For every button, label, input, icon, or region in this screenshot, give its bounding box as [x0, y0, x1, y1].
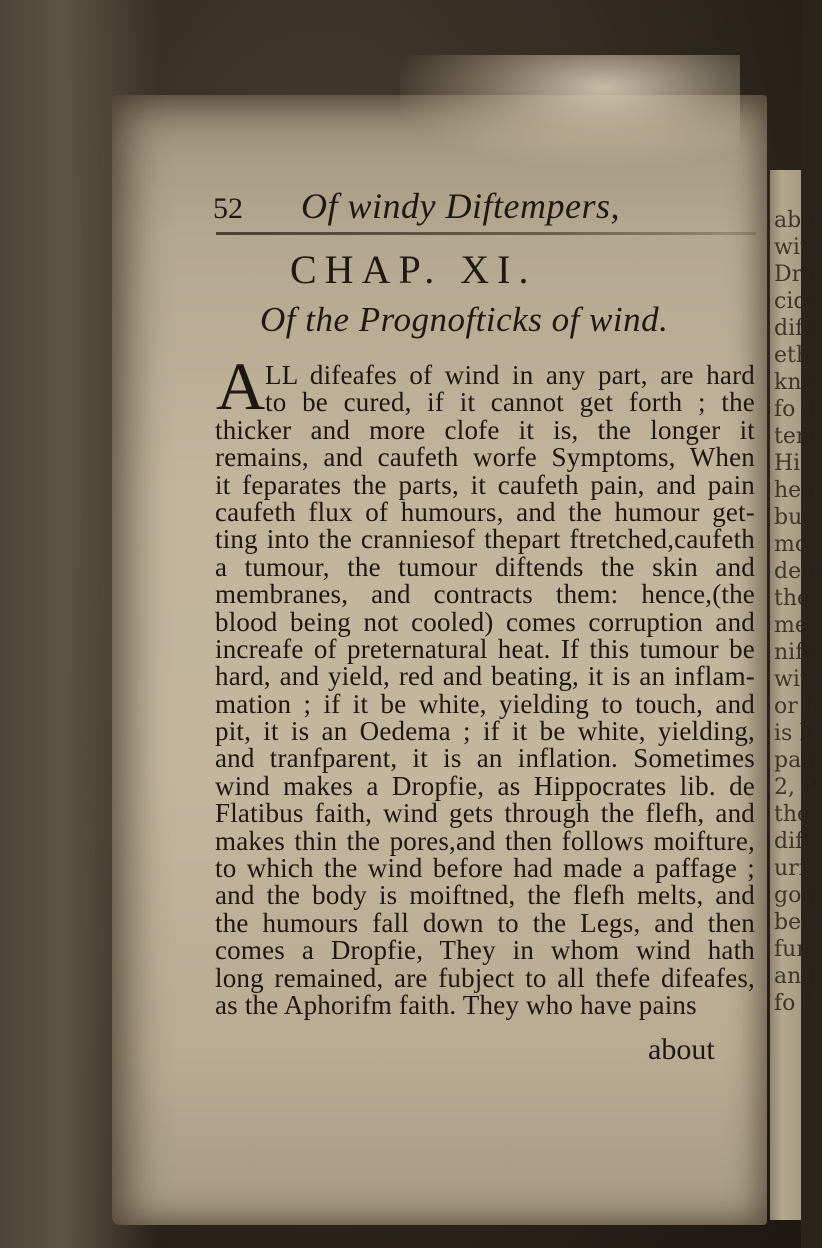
text-line: and the body is moiftned, the flefh melts, and: [215, 880, 755, 911]
facing-page-fragment: defe: [774, 559, 822, 584]
facing-page-fragment: goo: [774, 883, 815, 908]
facing-page-fragment: uri: [774, 856, 806, 881]
text-line: blood being not cooled) comes corruption and: [215, 606, 755, 637]
facing-page-fragment: Dro: [774, 262, 816, 287]
text-line: a tumour, the tumour diftends the skin and: [215, 551, 755, 582]
light-glare: [400, 55, 740, 165]
facing-page-fragment: 2, P: [774, 775, 817, 800]
text-line: thicker and more clofe it is, the longer it: [215, 414, 755, 445]
text-line: and tranfparent, it is an inflation. Sometimes: [215, 743, 755, 774]
facing-page-fragment: dife: [774, 316, 817, 341]
text-line: increafe of preternatural heat. If this tumour be: [215, 633, 755, 664]
facing-page-fragment: pair: [774, 748, 819, 773]
page-number: 52: [213, 192, 243, 225]
text-line: makes thin the pores,and then follows moifture,: [215, 825, 755, 856]
body-text: [215, 362, 755, 1019]
facing-page-fragment: abo: [774, 208, 815, 233]
text-line: Flatibus faith, wind gets through the flefh, and: [215, 798, 755, 829]
facing-page-fragment: the: [774, 586, 811, 611]
facing-page-fragment: Hi: [774, 451, 801, 476]
facing-page-fragment: diff: [774, 829, 811, 854]
text-line: mation ; if it be white, yielding to touch, and: [215, 688, 755, 719]
facing-page-fragment: eth: [774, 343, 811, 368]
chapter-heading: CHAP. XI.: [290, 247, 537, 292]
text-line: pit, it is an Oedema ; if it be white, yielding,: [215, 716, 755, 747]
text-line: it feparates the parts, it caufeth pain, and pain: [215, 469, 755, 500]
text-line: ting into the cranniesof thepart ftretched,caufeth: [215, 524, 755, 555]
facing-page-fragment: wit: [774, 235, 809, 260]
text-line: the humours fall down to the Legs, and then: [215, 907, 755, 938]
catchword: about: [648, 1033, 715, 1066]
running-title: Of windy Diftempers,: [301, 186, 620, 226]
text-line: caufeth flux of humours, and the humour get-: [215, 496, 755, 527]
facing-page-edge: [770, 170, 822, 1220]
text-line: membranes, and contracts them: hence,(the: [215, 579, 755, 610]
facing-page-fragment: but: [774, 505, 812, 530]
facing-page-fragment: fo f: [774, 991, 811, 1016]
text-line: as the Aphorifm faith. They who have pains: [215, 989, 697, 1020]
facing-page-fragment: or f: [774, 694, 813, 719]
facing-page-fragment: me: [774, 613, 808, 638]
text-line: long remained, are fubject to all thefe difeafes,: [215, 962, 755, 993]
text-line: wind makes a Dropfie, as Hippocrates lib. de: [215, 770, 755, 801]
header-rule: [216, 232, 756, 235]
facing-page-fragment: fo d: [774, 397, 817, 422]
facing-page-fragment: is h: [774, 721, 814, 746]
facing-page-fragment: cide: [774, 289, 821, 314]
facing-page-fragment: bei: [774, 910, 809, 935]
text-line: comes a Dropfie, They in whom wind hath: [215, 935, 755, 966]
facing-page-fragment: mo: [774, 532, 809, 557]
facing-page-fragment: hea: [774, 478, 815, 503]
facing-page-fragment: wit: [774, 667, 809, 692]
text-line: to which the wind before had made a paffage ;: [215, 853, 755, 884]
text-line: to be cured, if it cannot get forth ; the: [265, 387, 755, 418]
facing-page-fragment: kne: [774, 370, 815, 395]
facing-page-fragment: tem: [774, 424, 817, 449]
facing-page-fragment: nife: [774, 640, 817, 665]
facing-page-fragment: and: [774, 964, 816, 989]
facing-page-fragment: the: [774, 802, 811, 827]
drop-cap: A: [216, 348, 266, 424]
running-header: [213, 185, 620, 227]
text-line: remains, and caufeth worfe Symptoms, When: [215, 442, 755, 473]
text-line: hard, and yield, red and beating, it is an inflam-: [215, 661, 755, 692]
chapter-title: Of the Prognofticks of wind.: [260, 300, 669, 339]
facing-page-fragment: fun: [774, 937, 811, 962]
text-line: LL difeafes of wind in any part, are hard: [265, 360, 755, 390]
